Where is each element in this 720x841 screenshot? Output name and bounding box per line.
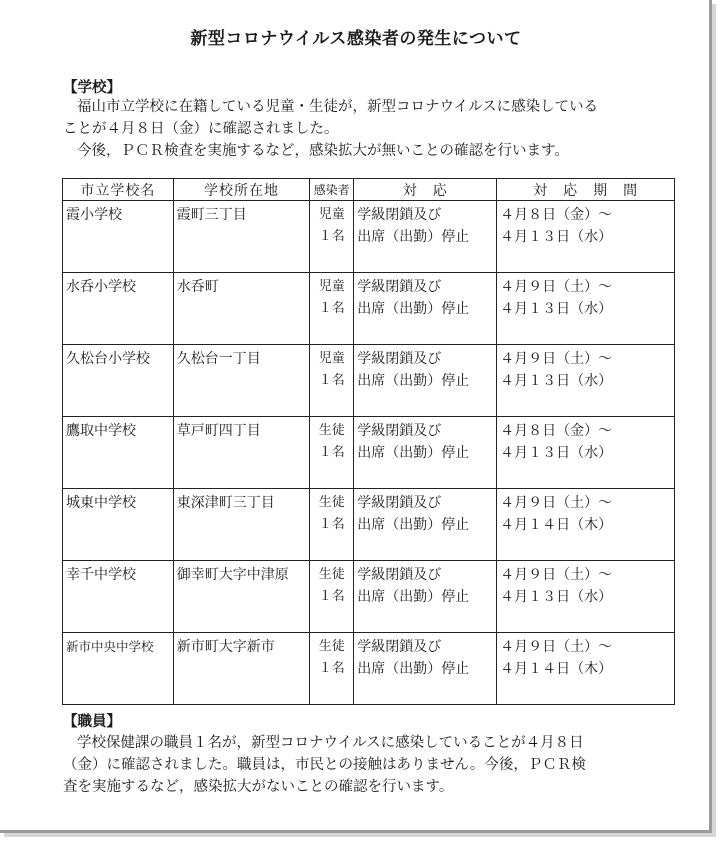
response-line1: 学級閉鎖及び xyxy=(357,495,442,511)
header-school-name: 市立学校名 xyxy=(63,179,174,201)
period-start: ４月８日（金）～ xyxy=(500,423,613,439)
school-paragraph-1 xyxy=(63,96,673,140)
staff-section-heading: 【職員】 xyxy=(63,714,121,730)
period-end: ４月１３日（水） xyxy=(500,373,613,389)
school-name-cell: 久松台小学校 xyxy=(63,345,174,417)
infected-count: １名 xyxy=(318,301,345,316)
response-cell xyxy=(354,561,497,633)
response-line2: 出席（出勤）停止 xyxy=(357,589,470,605)
response-line1: 学級閉鎖及び xyxy=(357,567,442,583)
infected-count: １名 xyxy=(318,373,345,388)
response-line1: 学級閉鎖及び xyxy=(357,207,442,223)
period-cell xyxy=(497,201,675,273)
school-name-cell: 鷹取中学校 xyxy=(63,417,174,489)
infected-type: 生徒 xyxy=(318,423,345,438)
school-address-cell: 霞町三丁目 xyxy=(173,201,310,273)
period-cell xyxy=(497,489,675,561)
infected-cell xyxy=(310,489,354,561)
response-line2: 出席（出勤）停止 xyxy=(357,301,470,317)
school-name-cell: 水呑小学校 xyxy=(63,273,174,345)
response-line2: 出席（出勤）停止 xyxy=(357,229,470,245)
infected-count: １名 xyxy=(318,517,345,532)
response-line1: 学級閉鎖及び xyxy=(357,423,442,439)
response-line2: 出席（出勤）停止 xyxy=(357,373,470,389)
infected-cell xyxy=(310,417,354,489)
school-name-cell: 霞小学校 xyxy=(63,201,174,273)
staff-para-line3: 査を実施するなど，感染拡大がないことの確認を行います。 xyxy=(63,779,454,795)
infected-type: 生徒 xyxy=(318,495,345,510)
infected-type: 生徒 xyxy=(318,567,345,582)
infected-type: 児童 xyxy=(318,207,345,222)
period-cell xyxy=(497,633,675,705)
table-header-row xyxy=(63,179,675,201)
school-address-cell: 新市町大字新市 xyxy=(173,633,310,705)
school-para1-line1: 福山市立学校に在籍している児童・生徒が，新型コロナウイルスに感染している xyxy=(77,99,599,115)
header-response: 対 応 xyxy=(354,179,497,201)
period-end: ４月１３日（水） xyxy=(500,301,613,317)
table-row xyxy=(63,561,675,633)
response-line1: 学級閉鎖及び xyxy=(357,279,442,295)
table-row xyxy=(63,345,675,417)
period-end: ４月１３日（水） xyxy=(500,229,613,245)
period-end: ４月１４日（木） xyxy=(500,661,613,677)
infected-cell xyxy=(310,273,354,345)
table-row xyxy=(63,273,675,345)
infected-count: １名 xyxy=(318,229,345,244)
response-line2: 出席（出勤）停止 xyxy=(357,445,470,461)
period-start: ４月９日（土）～ xyxy=(500,351,613,367)
school-address-cell: 久松台一丁目 xyxy=(173,345,310,417)
infected-type: 生徒 xyxy=(318,639,345,654)
table-row xyxy=(63,201,675,273)
table-row xyxy=(63,489,675,561)
period-start: ４月９日（土）～ xyxy=(500,639,613,655)
infected-type: 児童 xyxy=(318,351,345,366)
school-name-cell: 城東中学校 xyxy=(63,489,174,561)
header-school-address: 学校所在地 xyxy=(173,179,310,201)
response-cell xyxy=(354,345,497,417)
response-line2: 出席（出勤）停止 xyxy=(357,517,470,533)
period-end: ４月１３日（水） xyxy=(500,589,613,605)
table-row xyxy=(63,417,675,489)
period-cell xyxy=(497,561,675,633)
period-cell xyxy=(497,273,675,345)
table-row xyxy=(63,633,675,705)
infected-count: １名 xyxy=(318,661,345,676)
response-line1: 学級閉鎖及び xyxy=(357,351,442,367)
period-cell xyxy=(497,345,675,417)
school-name-cell: 幸千中学校 xyxy=(63,561,174,633)
response-cell xyxy=(354,489,497,561)
period-end: ４月１４日（木） xyxy=(500,517,613,533)
response-cell xyxy=(354,417,497,489)
staff-paragraph xyxy=(63,732,673,798)
school-address-cell: 水呑町 xyxy=(173,273,310,345)
period-start: ４月９日（土）～ xyxy=(500,567,613,583)
infected-count: １名 xyxy=(318,589,345,604)
response-cell xyxy=(354,201,497,273)
period-start: ４月８日（金）～ xyxy=(500,207,613,223)
response-cell xyxy=(354,633,497,705)
school-para2-line: 今後，ＰＣＲ検査を実施するなど，感染拡大が無いことの確認を行います。 xyxy=(77,143,569,159)
school-address-cell: 草戸町四丁目 xyxy=(173,417,310,489)
infected-cell xyxy=(310,201,354,273)
infected-cell xyxy=(310,633,354,705)
infected-cell xyxy=(310,561,354,633)
staff-para-line2: （金）に確認されました。職員は，市民との接触はありません。今後，ＰＣＲ検 xyxy=(63,757,586,773)
header-response-period: 対 応 期 間 xyxy=(497,179,675,201)
header-infected: 感染者 xyxy=(310,179,354,201)
period-start: ４月９日（土）～ xyxy=(500,495,613,511)
response-line1: 学級閉鎖及び xyxy=(357,639,442,655)
period-end: ４月１３日（水） xyxy=(500,445,613,461)
staff-para-line1: 学校保健課の職員１名が，新型コロナウイルスに感染していることが４月８日 xyxy=(77,735,584,751)
school-section-heading: 【学校】 xyxy=(63,80,121,96)
period-start: ４月９日（土）～ xyxy=(500,279,613,295)
page-title: 新型コロナウイルス感染者の発生について xyxy=(190,29,522,49)
infected-cell xyxy=(310,345,354,417)
school-name-cell: 新市中央中学校 xyxy=(63,633,174,705)
response-line2: 出席（出勤）停止 xyxy=(357,661,470,677)
school-address-cell: 東深津町三丁目 xyxy=(173,489,310,561)
infected-count: １名 xyxy=(318,445,345,460)
infected-type: 児童 xyxy=(318,279,345,294)
school-address-cell: 御幸町大字中津原 xyxy=(173,561,310,633)
school-paragraph-2 xyxy=(63,140,673,162)
response-cell xyxy=(354,273,497,345)
school-para1-line2: ことが４月８日（金）に確認されました。 xyxy=(63,121,339,137)
schools-table xyxy=(62,178,675,705)
period-cell xyxy=(497,417,675,489)
